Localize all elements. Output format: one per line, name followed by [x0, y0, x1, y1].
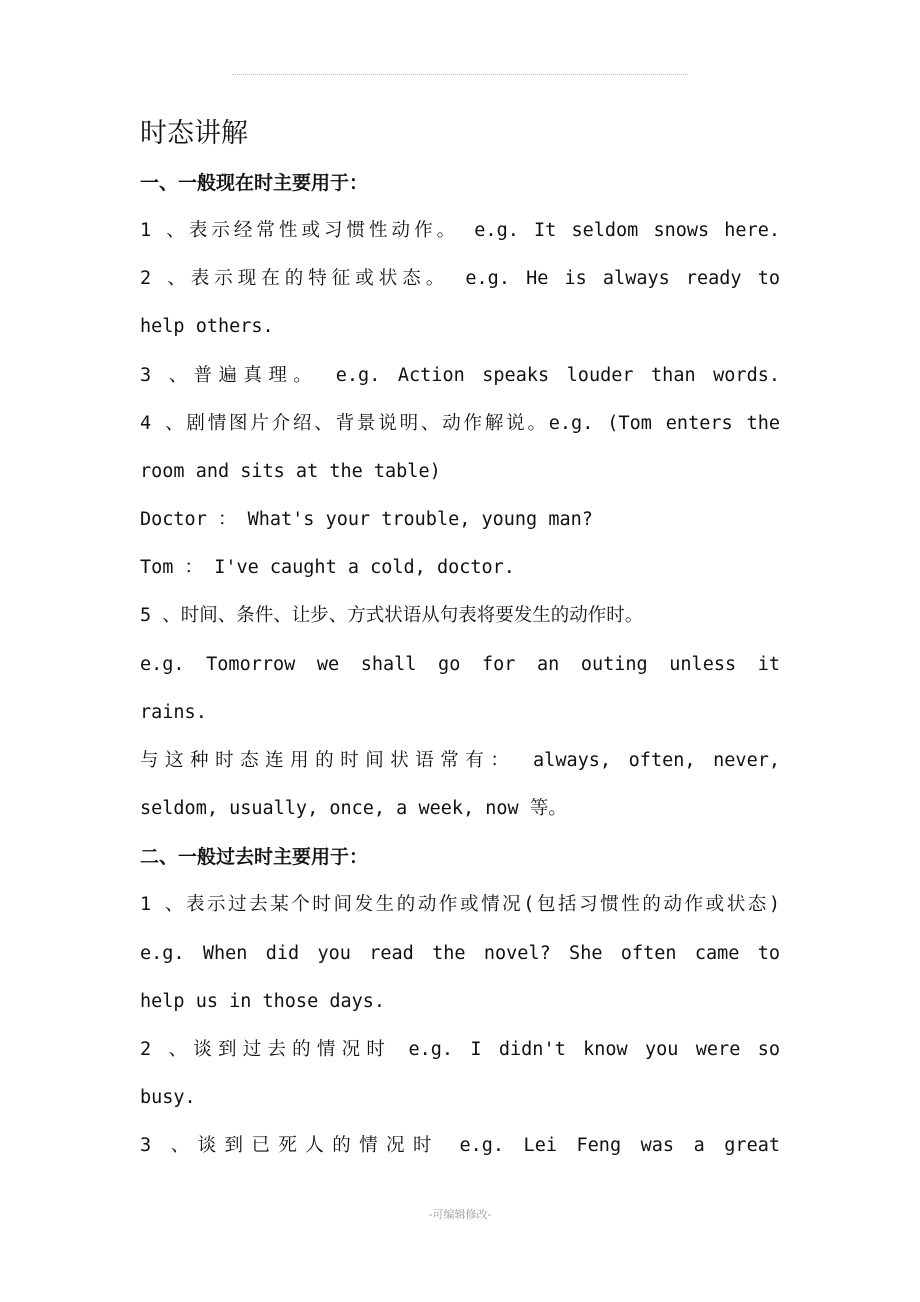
- section-heading-past: 二、一般过去时主要用于：: [140, 846, 369, 868]
- past-line-1: 1 、表示过去某个时间发生的动作或情况(包括习惯性的动作或状态): [140, 894, 780, 915]
- past-line-3: help us in those days.: [140, 991, 386, 1012]
- present-line-3: help others.: [140, 316, 274, 337]
- present-line-6: room and sits at the table): [140, 461, 441, 482]
- page-title: 时态讲解: [140, 118, 248, 149]
- present-line-2: 2 、表示现在的特征或状态。 e.g. He is always ready to: [140, 268, 780, 289]
- page-footer: -可编辑修改-: [428, 1208, 492, 1221]
- section-heading-present: 一、一般现在时主要用于：: [140, 172, 369, 194]
- past-line-5: busy.: [140, 1087, 196, 1108]
- present-line-1: 1 、表示经常性或习惯性动作。 e.g. It seldom snows here.: [140, 220, 780, 241]
- past-line-4: 2 、谈到过去的情况时 e.g. I didn't know you were so: [140, 1039, 780, 1060]
- present-line-11: rains.: [140, 702, 207, 723]
- present-line-9: 5 、时间、条件、让步、方式状语从句表将要发生的动作时。: [140, 605, 644, 626]
- present-line-4: 3 、普遍真理。 e.g. Action speaks louder than words.: [140, 365, 780, 386]
- header-divider: [232, 74, 688, 75]
- present-line-10: e.g. Tomorrow we shall go for an outing unless it: [140, 654, 780, 675]
- past-line-6: 3 、谈到已死人的情况时 e.g. Lei Feng was a great: [140, 1135, 780, 1156]
- present-line-8: Tom ： I've caught a cold, doctor.: [140, 557, 515, 578]
- present-line-7: Doctor ： What's your trouble, young man?: [140, 509, 593, 530]
- past-line-2: e.g. When did you read the novel? She often came to: [140, 943, 780, 964]
- present-line-13: seldom, usually, once, a week, now 等。: [140, 798, 567, 819]
- present-line-12: 与这种时态连用的时间状语常有： always, often, never,: [140, 750, 780, 771]
- present-line-5: 4 、剧情图片介绍、背景说明、动作解说。e.g. (Tom enters the: [140, 413, 780, 434]
